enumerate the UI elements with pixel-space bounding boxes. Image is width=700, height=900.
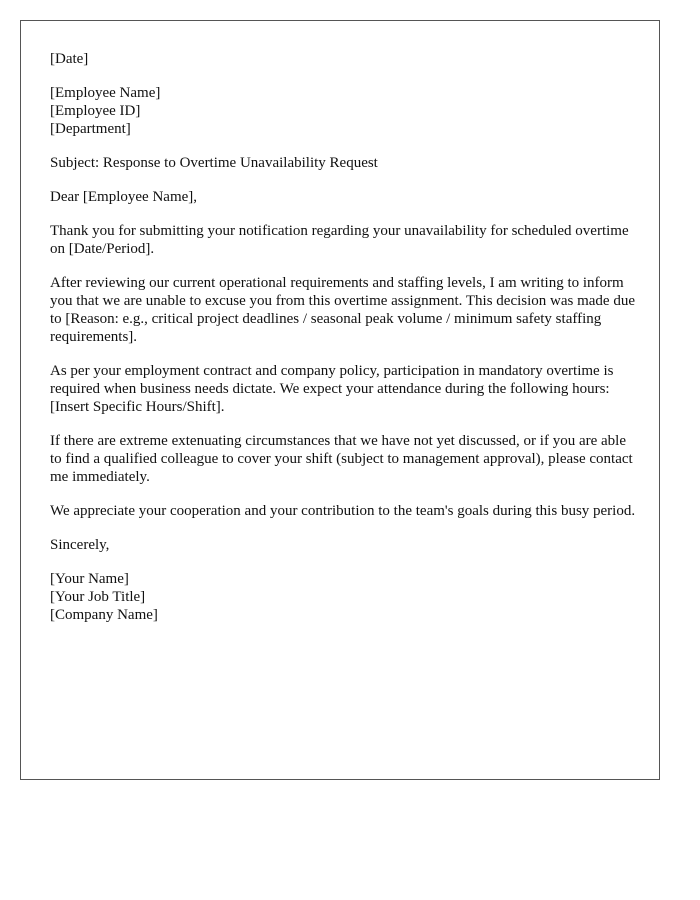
signature-name: [Your Name] bbox=[50, 571, 129, 587]
paragraph-1 bbox=[50, 222, 640, 258]
letter-page bbox=[20, 20, 660, 780]
signature-company: [Company Name] bbox=[50, 607, 158, 623]
letter-subject: Subject: Response to Overtime Unavailability Request bbox=[50, 155, 378, 171]
recipient-block bbox=[50, 84, 640, 138]
signature-title: [Your Job Title] bbox=[50, 589, 146, 605]
recipient-id: [Employee ID] bbox=[50, 103, 141, 119]
salutation-block bbox=[50, 188, 640, 206]
subject-block bbox=[50, 154, 640, 172]
letter-date: [Date] bbox=[50, 51, 89, 67]
closing-block bbox=[50, 536, 640, 554]
signature-block bbox=[50, 570, 640, 624]
letter-salutation: Dear [Employee Name], bbox=[50, 189, 198, 205]
recipient-department: [Department] bbox=[50, 121, 131, 137]
paragraph-3 bbox=[50, 362, 640, 416]
paragraph-5 bbox=[50, 502, 640, 520]
paragraph-text: After reviewing our current operational requirements and staffing levels, I am writing to inform you that we are unable to excuse you from this overtime assignment. This decision was made due to [Reason: e.g., critical project deadlines / seasonal peak volume / minimum safety staffing requirements]. bbox=[50, 275, 635, 345]
letter-body bbox=[50, 50, 640, 640]
paragraph-4 bbox=[50, 432, 640, 486]
paragraph-text: Thank you for submitting your notification regarding your unavailability for scheduled overtime on [Date/Period]. bbox=[50, 223, 629, 257]
paragraph-2 bbox=[50, 274, 640, 346]
paragraph-text: If there are extreme extenuating circumstances that we have not yet discussed, or if you are able to find a qualified colleague to cover your shift (subject to management approval), please contact me immediately. bbox=[50, 433, 633, 485]
letter-closing: Sincerely, bbox=[50, 537, 110, 553]
paragraph-text: As per your employment contract and company policy, participation in mandatory overtime is required when business needs dictate. We expect your attendance during the following hours: [Insert Specific Hours/Shift]. bbox=[50, 363, 614, 415]
paragraph-text: We appreciate your cooperation and your contribution to the team's goals during this busy period. bbox=[50, 503, 636, 519]
recipient-name: [Employee Name] bbox=[50, 85, 161, 101]
date-block bbox=[50, 50, 640, 68]
